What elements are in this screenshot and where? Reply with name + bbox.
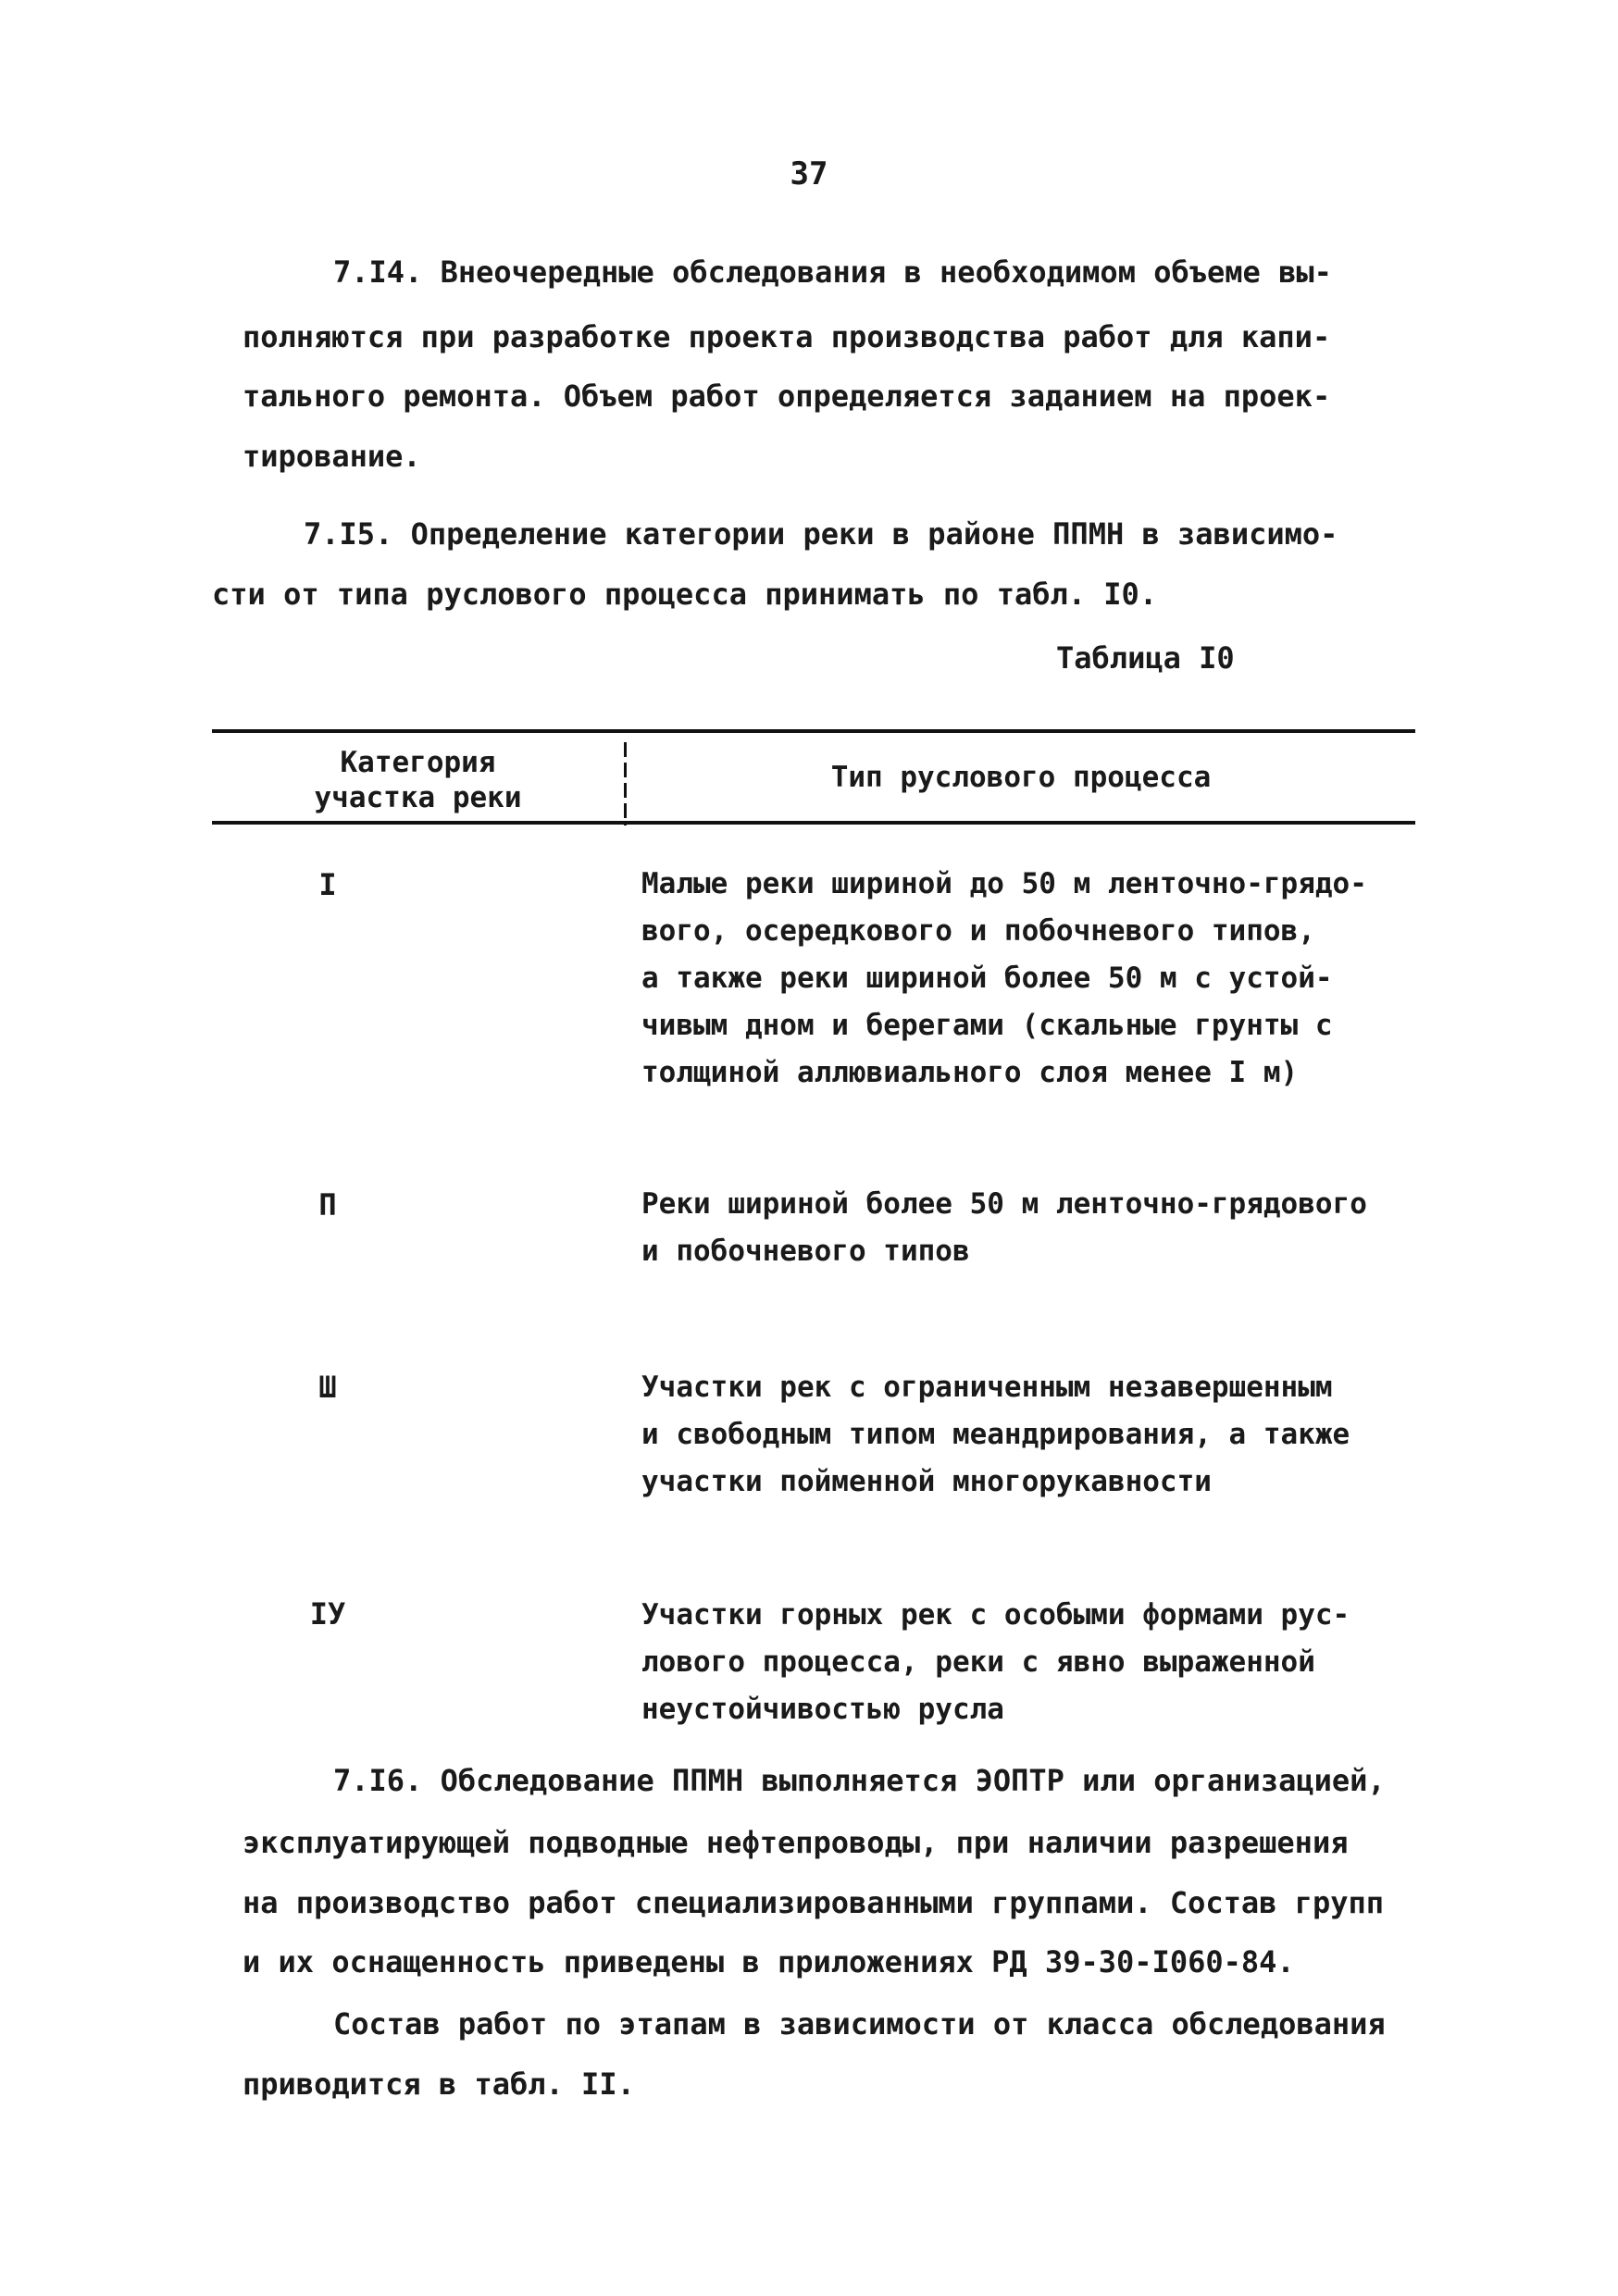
- text-line: неустойчивостью русла: [641, 1693, 1004, 1726]
- text-line: тального ремонта. Объем работ определяется заданием на проек-: [243, 379, 1331, 414]
- text-line: и побочневого типов: [641, 1235, 970, 1268]
- row-description: [641, 1181, 1367, 1275]
- text-line: и свободным типом меандрирования, а также: [641, 1418, 1350, 1451]
- text-line: 7.I5. Определение категории реки в районе ППМН в зависимо-: [304, 516, 1338, 552]
- text-line: на производство работ специализированными группами. Состав групп: [243, 1885, 1384, 1920]
- header-category-line2: участка реки: [314, 781, 522, 814]
- page-number: 37: [790, 155, 828, 192]
- text-line: 7.I4. Внеочередные обследования в необходимом объеме вы-: [333, 254, 1332, 290]
- header-category: [212, 745, 624, 815]
- text-line: эксплуатирующей подводные нефтепроводы, при наличии разрешения: [243, 1825, 1349, 1860]
- text-line: Состав работ по этапам в зависимости от класса обследования: [333, 2006, 1386, 2042]
- text-line: чивым дном и берегами (скальные грунты с: [641, 1009, 1333, 1042]
- header-category-line1: Категория: [340, 746, 496, 779]
- row-category: П: [318, 1187, 337, 1222]
- text-line: толщиной аллювиального слоя менее I м): [641, 1056, 1299, 1089]
- text-line: приводится в табл. II.: [243, 2066, 635, 2102]
- text-line: Участки рек с ограниченным незавершенным: [641, 1371, 1333, 1404]
- row-category: Ш: [318, 1370, 337, 1405]
- row-description: [641, 1592, 1350, 1733]
- row-description: [641, 861, 1367, 1097]
- text-line: сти от типа руслового процесса принимать по табл. I0.: [212, 577, 1158, 612]
- text-line: 7.I6. Обследование ППМН выполняется ЭОПТР или организацией,: [333, 1763, 1386, 1798]
- row-description: [641, 1364, 1350, 1506]
- text-line: лового процесса, реки с явно выраженной: [641, 1645, 1315, 1679]
- header-process-type: Тип руслового процесса: [830, 761, 1212, 794]
- row-category: IУ: [309, 1596, 346, 1632]
- text-line: тирование.: [243, 439, 421, 474]
- text-line: полняются при разработке проекта производства работ для капи-: [243, 319, 1331, 354]
- header-bottom-rule: [212, 821, 1415, 825]
- text-line: Малые реки шириной до 50 м ленточно-грядо-: [641, 867, 1367, 900]
- table-caption: Таблица I0: [1056, 640, 1235, 676]
- text-line: и их оснащенность приведены в приложениях РД 39-30-I060-84.: [243, 1944, 1295, 1980]
- text-line: Реки шириной более 50 м ленточно-грядового: [641, 1187, 1367, 1221]
- table-top-rule: [212, 729, 1415, 733]
- text-line: Участки горных рек с особыми формами рус-: [641, 1598, 1350, 1632]
- text-line: а также реки шириной более 50 м с устой-: [641, 962, 1333, 995]
- row-category: I: [318, 867, 337, 902]
- text-line: вого, осередкового и побочневого типов,: [641, 914, 1315, 948]
- text-line: участки пойменной многорукавности: [641, 1465, 1212, 1498]
